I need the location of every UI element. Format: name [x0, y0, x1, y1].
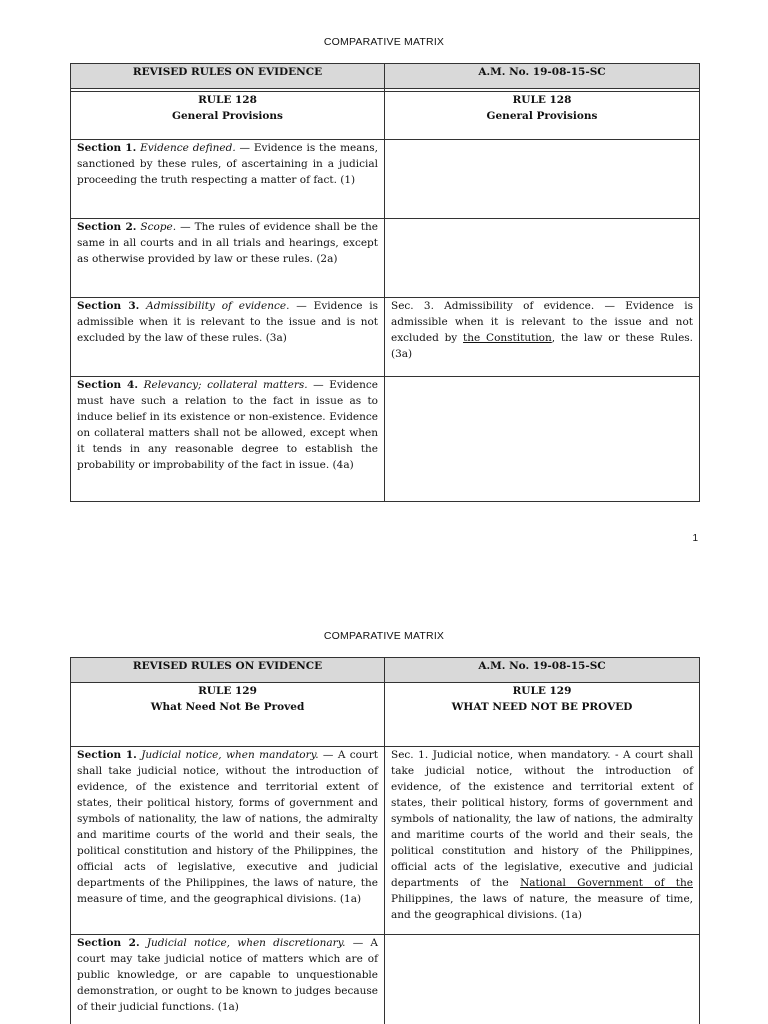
section-body: — Evidence is the means, sanctioned by these rules, of ascertaining in a judicial proceeding the truth respecting a matter of fact. (1)	[77, 142, 379, 186]
section-label: Section 2.	[77, 221, 137, 233]
section-text-left	[71, 298, 385, 377]
table-header-row	[71, 64, 700, 89]
section-text-left	[71, 935, 385, 1024]
rule-number: RULE 128	[512, 94, 572, 106]
amendment-underlined-text: the Constitution	[463, 332, 552, 344]
comparative-table	[70, 657, 700, 1024]
column-header-right: A.M. No. 19-08-15-SC	[385, 658, 700, 683]
column-header-left: REVISED RULES ON EVIDENCE	[71, 64, 385, 89]
section-label: Section 3.	[77, 300, 140, 312]
rule-title: WHAT NEED NOT BE PROVED	[451, 701, 633, 713]
section-row	[71, 377, 700, 502]
section-text-right	[385, 377, 700, 502]
comparative-table	[70, 63, 700, 502]
section-text-left	[71, 377, 385, 502]
rule-heading-left	[71, 683, 385, 747]
column-header-left: REVISED RULES ON EVIDENCE	[71, 658, 385, 683]
matrix-title: COMPARATIVE MATRIX	[323, 630, 445, 642]
rule-title: What Need Not Be Proved	[150, 701, 305, 713]
rule-heading-row	[71, 92, 700, 140]
section-body: — The rules of evidence shall be the same in all courts and in all trials and hearings, except as otherwise provided by law or these rules. (2a)	[77, 221, 379, 265]
section-body: — Evidence is admissible when it is relevant to the issue and is not excluded by the law of these rules. (3a)	[77, 300, 379, 344]
rule-heading-row	[71, 683, 700, 747]
rule-heading-left	[71, 92, 385, 140]
section-text-right	[385, 140, 700, 219]
section-title: Judicial notice, when discretionary.	[146, 937, 346, 949]
section-text-right	[385, 747, 700, 935]
rule-title: General Provisions	[486, 110, 598, 122]
section-text-right	[385, 935, 700, 1024]
section-row	[71, 219, 700, 298]
section-title: Scope.	[140, 221, 177, 233]
section-title: Evidence defined.	[140, 142, 236, 154]
document-page-2	[0, 590, 768, 1024]
section-text-right	[385, 219, 700, 298]
column-header-right: A.M. No. 19-08-15-SC	[385, 64, 700, 89]
section-row	[71, 298, 700, 377]
rule-number: RULE 129	[512, 685, 572, 697]
section-label: Section 1.	[77, 142, 137, 154]
amendment-text: , the law or these Rules. (3a)	[391, 332, 694, 360]
amendment-underlined-text: National Government of the	[520, 877, 693, 889]
section-label: Section 4.	[77, 379, 138, 391]
rule-number: RULE 128	[198, 94, 257, 106]
section-row	[71, 935, 700, 1024]
section-body: — A court shall take judicial notice, without the introduction of evidence, of the existence and territorial extent of states, their political history, forms of government and symbols of nationality, the law of nations, the admiralty and maritime courts of the world and their seals, the political constitution and history of the Philippines, the official acts of legislative, executive and judicial departments of the Philippines, the laws of nature, the measure of time, and the geographical divisions. (1a)	[77, 749, 379, 905]
section-text-left	[71, 747, 385, 935]
section-label: Section 2.	[77, 937, 140, 949]
amendment-text: Philippines, the laws of nature, the measure of time, and the geographical divisions. (1a)	[391, 893, 693, 921]
section-title: Admissibility of evidence.	[146, 300, 290, 312]
matrix-title: COMPARATIVE MATRIX	[323, 36, 445, 48]
amendment-text: Sec. 3. Admissibility of evidence. — Evidence is admissible when it is relevant to the issue and not excluded by	[391, 300, 693, 344]
section-row	[71, 747, 700, 935]
section-text-right	[385, 298, 700, 377]
section-text-left	[71, 219, 385, 298]
rule-heading-right	[385, 683, 700, 747]
section-text-left	[71, 140, 385, 219]
section-title: Judicial notice, when mandatory.	[141, 749, 319, 761]
section-row	[71, 140, 700, 219]
section-title: Relevancy; collateral matters.	[143, 379, 308, 391]
table-header-row	[71, 658, 700, 683]
amendment-text: Sec. 1. Judicial notice, when mandatory. - A court shall take judicial notice, without the introduction of evidence, of the existence and territorial extent of states, their political history, forms of government and symbols of nationality, the law of nations, the admiralty and maritime courts of the world and their seals, the political constitution and history of the Philippines, official acts of the legislative, executive and judicial departments of the	[391, 749, 693, 889]
rule-title: General Provisions	[172, 110, 283, 122]
rule-heading-right	[385, 92, 700, 140]
section-label: Section 1.	[77, 749, 137, 761]
rule-number: RULE 129	[198, 685, 257, 697]
page-number: 1	[692, 533, 698, 544]
section-body: — Evidence must have such a relation to the fact in issue as to induce belief in its existence or non-existence. Evidence on collateral matters shall not be allowed, except when it tends in any reasonable degree to establish the probability or improbability of the fact in issue. (4a)	[77, 379, 378, 471]
section-body: — A court may take judicial notice of matters which are of public knowledge, or are capable to unquestionable demonstration, or ought to be known to judges because of their judicial functions. (1a)	[77, 937, 379, 1013]
